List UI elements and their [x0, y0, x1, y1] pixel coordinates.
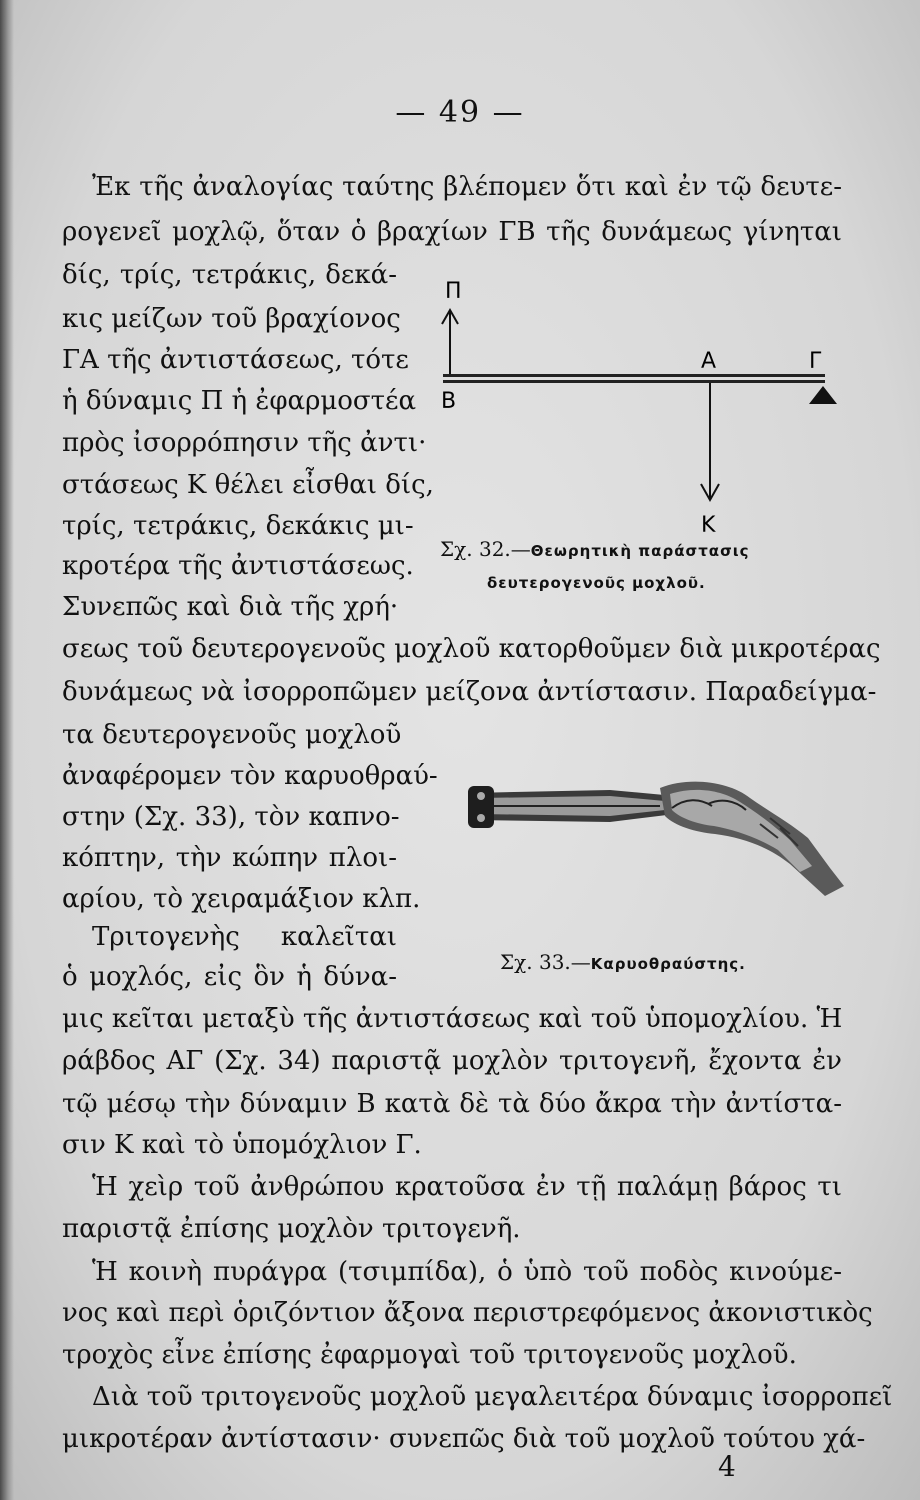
figure-32-caption-prefix: Σχ. 32.—	[440, 537, 531, 561]
text-line: ἡ δύναμις Π ἡ ἐφαρμοστέα	[62, 386, 417, 416]
text-line: πρὸς ἰσορρόπησιν τῆς ἀντι·	[62, 428, 427, 458]
text-line: στάσεως Κ θέλει εἶσθαι δίς,	[62, 470, 434, 500]
text-line: Συνεπῶς καὶ διὰ τῆς χρή·	[62, 592, 399, 622]
text-line: κροτέρα τῆς ἀντιστάσεως.	[62, 551, 414, 581]
text-line: μικροτέραν ἀντίστασιν· συνεπῶς διὰ τοῦ μοχλοῦ τούτου χά-	[62, 1424, 866, 1454]
label-g: Γ	[809, 349, 822, 374]
figure-32-caption-title: Θεωρητικὴ παράστασις	[530, 542, 750, 560]
figure-32-caption-line2	[487, 569, 706, 595]
text-line: τῷ μέσῳ τὴν δύναμιν Β κατὰ δὲ τὰ δύο ἄκρα τὴν ἀντίστα-	[62, 1089, 842, 1119]
text-line: κις μείζων τοῦ βραχίονος	[62, 304, 401, 334]
figure-32-caption-title-2: δευτερογενοῦς μοχλοῦ.	[487, 574, 706, 592]
label-a: Α	[701, 349, 717, 374]
page-edge-shadow	[0, 0, 14, 1500]
text-line: μις κεῖται μεταξὺ τῆς ἀντιστάσεως καὶ τοῦ ὑπομοχλίου. Ἡ	[62, 1004, 843, 1034]
label-p: Π	[445, 279, 462, 304]
text-line: σιν Κ καὶ τὸ ὑπομόχλιον Γ.	[62, 1130, 422, 1160]
text-line: ΓΑ τῆς ἀντιστάσεως, τότε	[62, 345, 409, 375]
text-line: τροχὸς εἶνε ἐπίσης ἐφαρμογαὶ τοῦ τριτογενοῦς μοχλοῦ.	[62, 1340, 797, 1370]
text-line: δίς, τρίς, τετράκις, δεκά-	[62, 260, 397, 290]
text-line: τρίς, τετράκις, δεκάκις μι-	[62, 511, 414, 541]
figure-33-caption-title: Καρυοθραύστης.	[590, 955, 746, 973]
text-line: στην (Σχ. 33), τὸν καπνο-	[62, 802, 400, 832]
text-line: δυνάμεως νὰ ἰσορροπῶμεν μείζονα ἀντίστασιν. Παραδείγμα-	[62, 677, 877, 707]
fulcrum-triangle	[809, 386, 837, 404]
text-line: σεως τοῦ δευτερογενοῦς μοχλοῦ κατορθοῦμεν διὰ μικροτέρας	[62, 634, 881, 664]
text-line: ρογενεῖ μοχλῷ, ὅταν ὁ βραχίων ΓΒ τῆς δυνάμεως γίνηται	[62, 217, 842, 247]
text-line: νος καὶ περὶ ὁριζόντιον ἄξονα περιστρεφόμενος ἀκονιστικὸς	[62, 1298, 873, 1328]
text-line: ἀναφέρομεν τὸν καρυοθραύ-	[62, 761, 438, 791]
text-line: κόπτην, τὴν κώπην πλοι-	[62, 843, 397, 873]
label-k: Κ	[701, 513, 716, 538]
text-line: παριστᾷ ἐπίσης μοχλὸν τριτογενῆ.	[62, 1214, 521, 1244]
text-line: ὁ μοχλός, εἰς ὃν ἡ δύνα-	[62, 962, 397, 992]
figure-33-caption	[500, 950, 746, 976]
text-line: Τριτογενὴς καλεῖται	[92, 922, 397, 952]
text-line: τα δευτερογενοῦς μοχλοῦ	[62, 720, 402, 750]
figure-32-lever-diagram	[425, 270, 845, 550]
text-line: Ἡ χεὶρ τοῦ ἀνθρώπου κρατοῦσα ἐν τῇ παλάμῃ βάρος τι	[92, 1172, 842, 1202]
figure-33-caption-prefix: Σχ. 33.—	[500, 950, 591, 974]
figure-32-caption	[440, 537, 750, 563]
page-number: — 49 —	[395, 95, 525, 130]
signature-mark: 4	[718, 1450, 736, 1483]
text-line: Διὰ τοῦ τριτογενοῦς μοχλοῦ μεγαλειτέρα δύναμις ἰσορροπεῖ	[92, 1382, 893, 1412]
text-line: Ἡ κοινὴ πυράγρα (τσιμπίδα), ὁ ὑπὸ τοῦ ποδὸς κινούμε-	[92, 1257, 842, 1287]
text-line: ράβδος ΑΓ (Σχ. 34) παριστᾷ μοχλὸν τριτογενῆ, ἔχοντα ἐν	[62, 1046, 842, 1076]
figure-33-nutcracker-illustration	[460, 768, 850, 903]
label-b: Β	[441, 389, 457, 414]
text-line: αρίου, τὸ χειραμάξιον κλπ.	[62, 884, 421, 914]
text-line: Ἐκ τῆς ἀναλογίας ταύτης βλέπομεν ὅτι καὶ ἐν τῷ δευτε-	[92, 172, 842, 202]
